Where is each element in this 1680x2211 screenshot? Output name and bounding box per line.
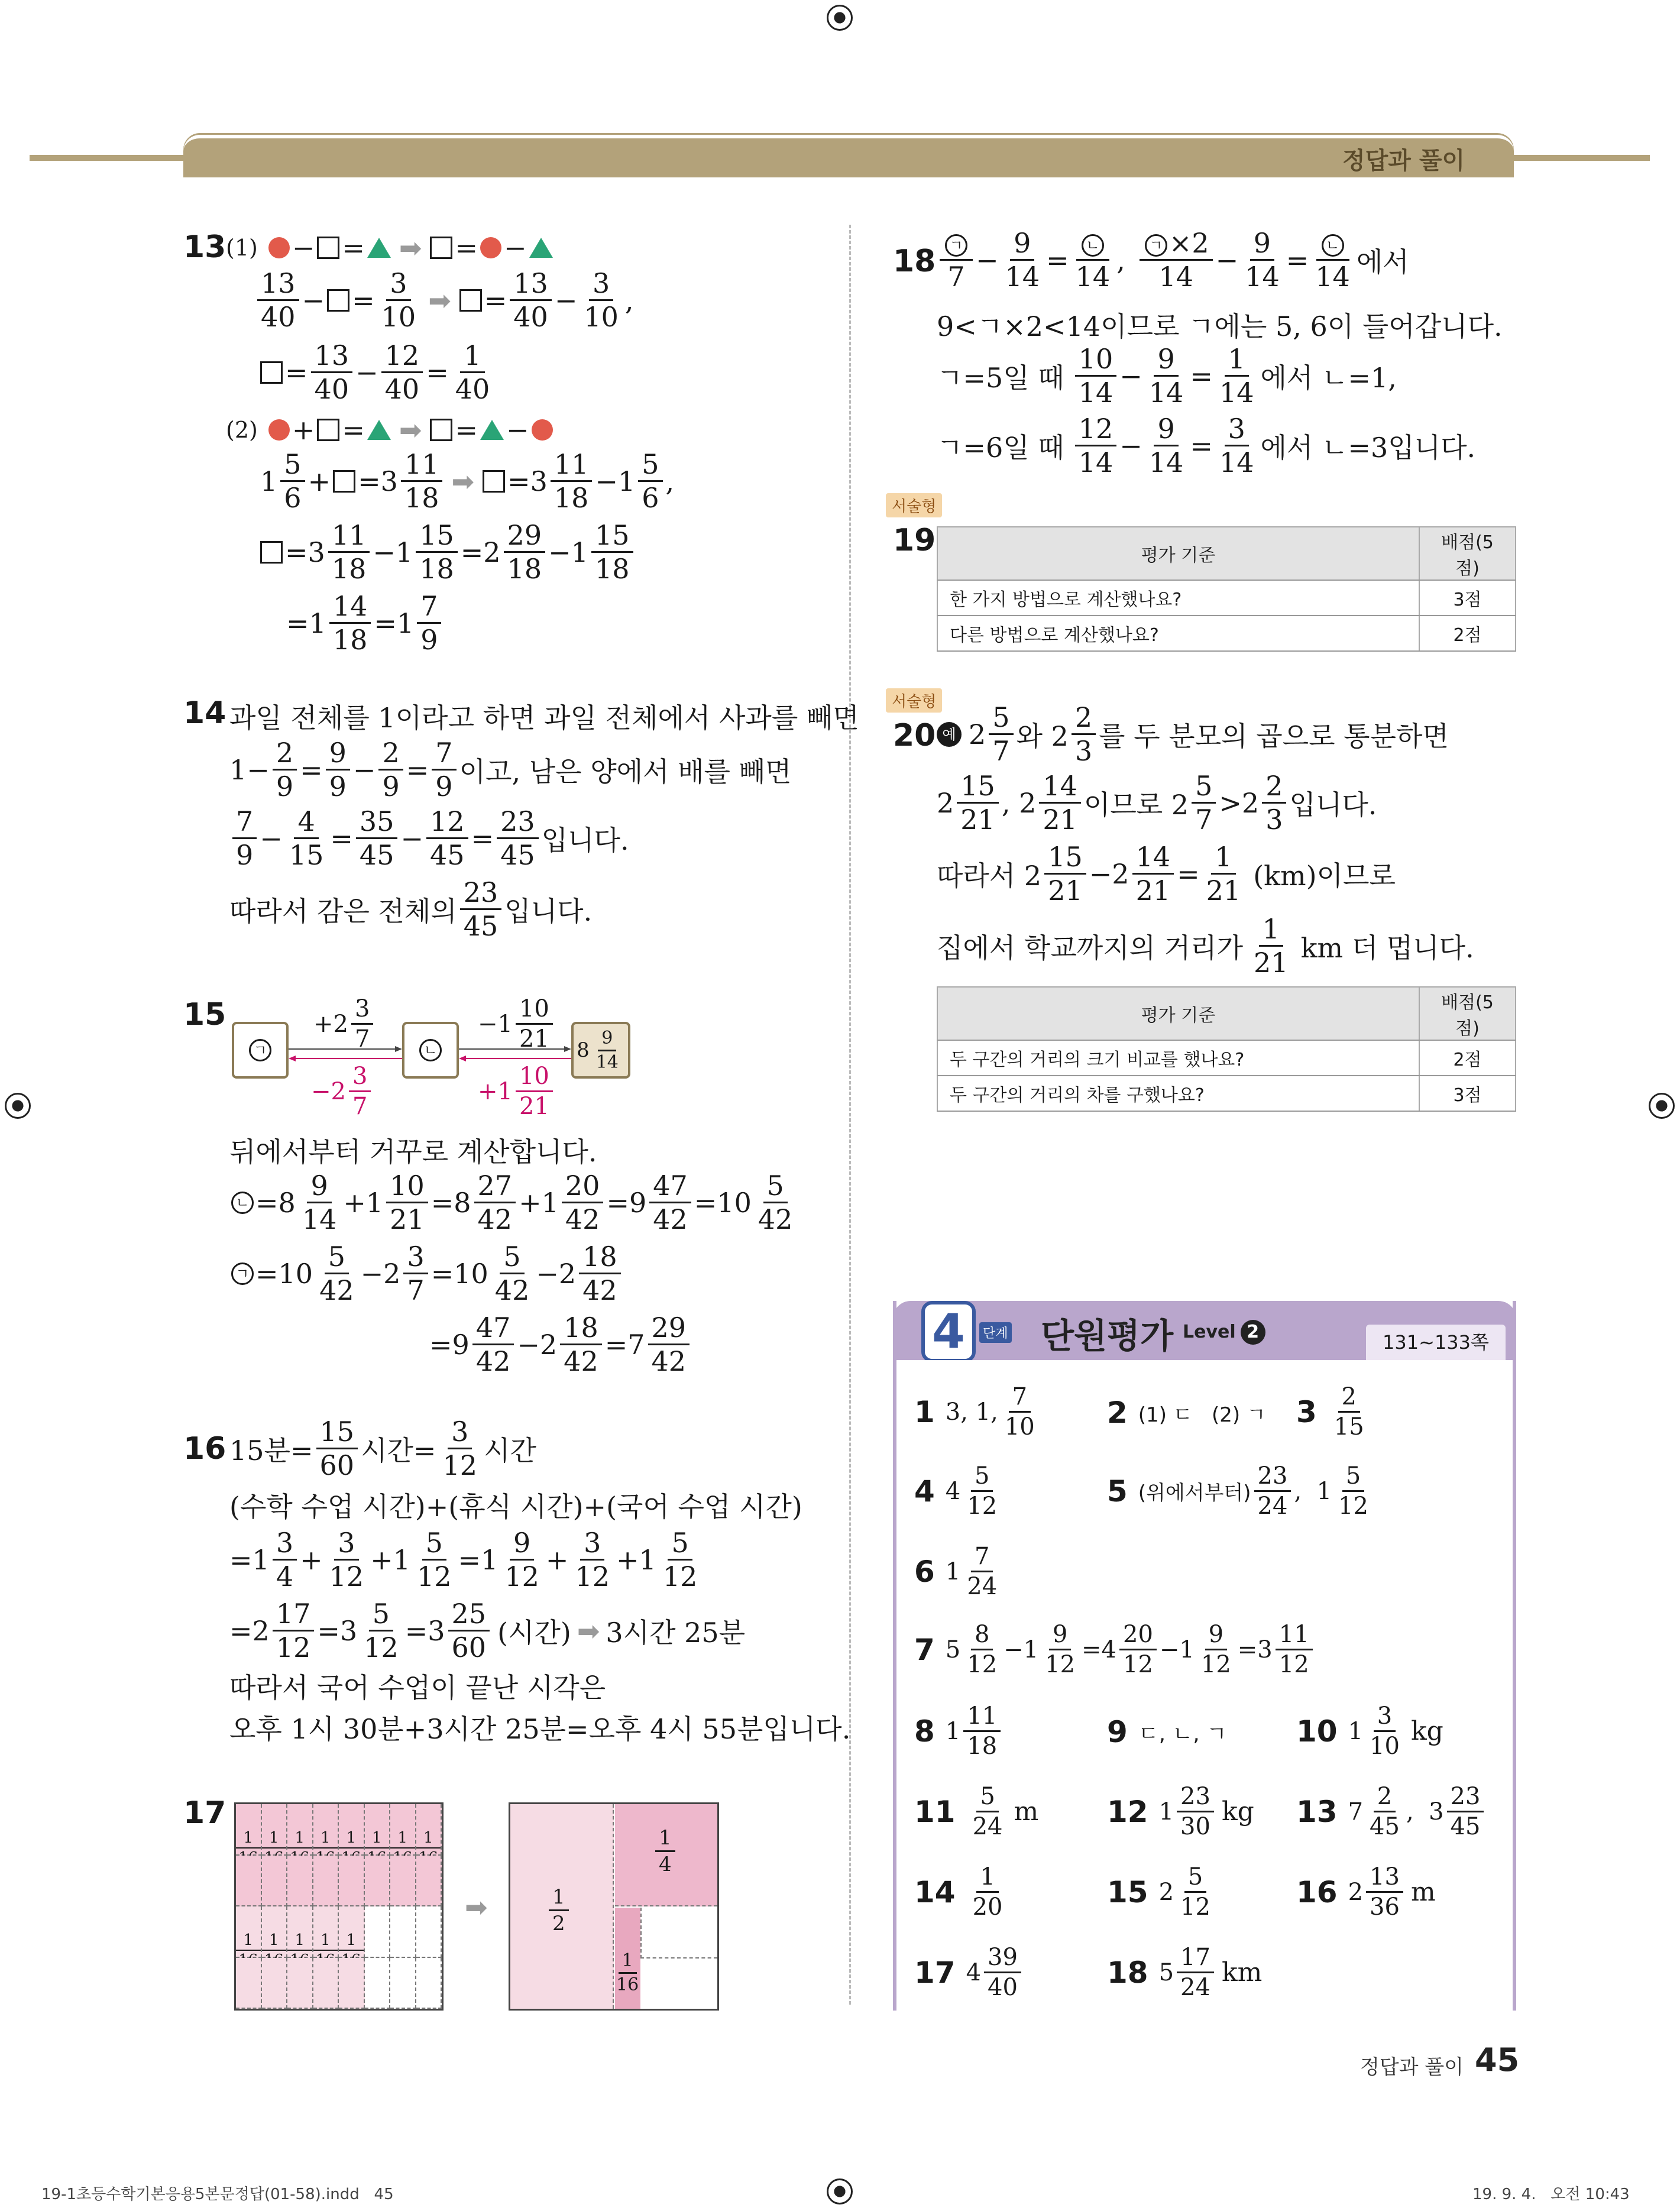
rubric-row: 다른 방법으로 계산했나요? 2점 <box>937 616 1516 651</box>
q13-line7: = 1 $\frac{14}{18}$ = 1 7 9 <box>286 593 444 653</box>
q17-grid-cell <box>339 1906 365 1958</box>
fraction: 9 9 <box>326 739 350 800</box>
fraction: 1 2 <box>549 1887 569 1934</box>
q18-line2: 9<ㄱ×2<14이므로 ㄱ에는 5, 6이 들어갑니다. <box>937 310 1503 342</box>
fraction: 23 45 <box>497 808 539 869</box>
circled-giyeok: ㄱ <box>249 1039 271 1061</box>
fraction: 10 21 <box>516 997 553 1051</box>
fraction: 7 9 <box>417 593 441 653</box>
fraction: $\frac{5}{12}$ <box>364 1598 399 1663</box>
circled-giyeok: ㄱ <box>945 234 967 257</box>
footer-date: 19. 9. 4. 오전 10:43 <box>1472 2186 1630 2203</box>
box-icon <box>430 237 452 259</box>
q20-line3: 따라서 2 15 21 −2 $\frac{14}{21}$ = $\frac{1}{21}$ (km)이므로 <box>937 841 1396 907</box>
fraction: ㄴ 14 <box>1312 229 1354 290</box>
q15-line-r2: ㄱ =10 5 42 −2 $\frac{3}{7}$ =10 5 42 −2 18 42 <box>229 1243 624 1304</box>
fraction: 3 10 <box>1370 1702 1400 1760</box>
q18-line3: ㄱ=5일 때 10 14 − 9 14 = 1 14 에서 ㄴ=1, <box>937 343 1397 409</box>
fraction: 5 42 <box>758 1170 793 1235</box>
fraction: 23 24 <box>1254 1464 1291 1518</box>
red-circle-icon <box>480 237 501 258</box>
minus: − <box>504 232 527 264</box>
fraction: 17 24 <box>1177 1945 1214 1999</box>
q14-line2: 1− $\frac{2}{9}$ = 9 9 − 2 9 = 7 9 이고, 남은 양에서 배를 빼면 <box>229 737 792 802</box>
answer-2: 2 (1) ㄷ (2) ㄱ <box>1107 1396 1266 1430</box>
q17-grid-left <box>234 1802 444 2011</box>
answer-18: 18 5 17 24 km <box>1107 1944 1263 2001</box>
minus: − <box>292 232 315 264</box>
q13-part1-label: (1) <box>226 235 258 261</box>
fraction: $\frac{1}{40}$ <box>455 339 490 405</box>
fraction: 7 10 <box>1004 1383 1035 1440</box>
fraction: $\frac{14}{18}$ <box>329 593 371 653</box>
fraction: $\frac{10}{21}$ <box>386 1172 428 1233</box>
box-icon <box>430 419 452 441</box>
fraction: $\frac{13}{40}$ <box>510 270 552 331</box>
box-icon <box>260 541 283 564</box>
fraction: 7 9 <box>432 739 456 800</box>
fraction: 47 42 <box>472 1314 514 1375</box>
footer-file: 19-1초등수학기본응용5본문정답(01-58).indd 45 <box>41 2186 394 2203</box>
answer-15: 15 2 5 12 <box>1107 1865 1217 1919</box>
q17-cell-fraction: 1 <box>365 1830 390 1866</box>
answer-11: 11 5 24 m <box>914 1783 1039 1840</box>
q13-line6: = 3 11 18 − 1 $\frac{15}{18}$ = 2 29 18 − 1 15 18 <box>258 522 636 582</box>
q16-line5: 따라서 국어 수업이 끝난 시각은 <box>229 1672 606 1704</box>
fraction: $\frac{3}{12}$ <box>442 1416 478 1481</box>
q17-grid-cell <box>262 1906 288 1958</box>
fraction: 12 14 <box>1075 415 1117 476</box>
fraction: $\frac{3}{10}$ <box>381 267 416 333</box>
q14-number: 14 <box>183 695 226 731</box>
registration-mark-left <box>5 1093 31 1119</box>
q17-cell-fraction: 1 <box>262 1830 287 1866</box>
red-circle-icon <box>268 419 290 441</box>
q17-cell-fraction: 1 <box>236 1932 261 1968</box>
unit-step-label: 단계 <box>979 1322 1012 1343</box>
fraction: 11 18 <box>551 451 593 512</box>
fraction: 3 7 <box>351 997 373 1051</box>
q13-line2: 13 40 − = $\frac{3}{10}$ ➡ = $\frac{13}{40}$ − $\frac{3}{10}$ , <box>254 270 634 331</box>
fraction: $\frac{3}{7}$ <box>403 1243 428 1304</box>
q17-grid-cell <box>339 1958 365 2009</box>
q18-line1: ㄱ 7 − 9 14 = ㄴ 14 , ㄱ ×2 14 − 9 14 = ㄴ 14 에서 <box>937 229 1409 290</box>
q17-arrow-icon: ➡ <box>465 1891 488 1923</box>
q15-bot-op1: −2 3 7 <box>311 1064 374 1118</box>
fraction: 2 9 <box>378 739 403 800</box>
level-badge: 2 <box>1241 1320 1265 1345</box>
q17-grid-cell <box>313 1958 339 2009</box>
box-icon <box>317 237 339 259</box>
q17-cell-fraction: 1 <box>236 1830 261 1866</box>
example-badge: 예 <box>937 722 962 747</box>
fraction: 23 30 <box>1177 1785 1214 1838</box>
q15-line-r3: =9 47 42 −2 $\frac{18}{42}$ =7 29 42 <box>429 1314 692 1375</box>
fraction: 1 14 <box>1219 343 1254 409</box>
fraction: 9 14 <box>1005 227 1040 293</box>
fraction: 13 40 <box>257 270 299 331</box>
q17-grid-cell <box>262 1804 288 1856</box>
answer-10: 10 1 3 10 kg <box>1296 1702 1443 1760</box>
fraction: 5 42 <box>494 1241 530 1306</box>
q16-line6: 오후 1시 30분+3시간 25분=오후 4시 55분입니다. <box>229 1713 851 1745</box>
fraction: ㄱ 7 <box>940 229 973 290</box>
fraction: 3 14 <box>1219 413 1254 478</box>
q17-cell-fraction: 1 <box>262 1932 287 1968</box>
fraction: 25 60 <box>448 1600 490 1661</box>
q16-line4: =2 $\frac{17}{12}$ =3 $\frac{5}{12}$ =3 25 60 (시간) ➡ 3시간 25분 <box>229 1598 746 1663</box>
q15-number: 15 <box>183 997 226 1032</box>
q13-line5: 1 5 6 + = 3 11 18 ➡ = 3 11 18 − 1 5 6 , <box>260 448 675 514</box>
fraction: $\frac{3}{12}$ <box>329 1527 364 1592</box>
q19-number: 19 <box>893 523 936 558</box>
fraction: $\frac{12}{40}$ <box>381 342 423 403</box>
fraction: 5 7 <box>989 704 1013 765</box>
fraction: 15 18 <box>591 522 633 582</box>
answer-7: 7 5 8 12 −1 $\frac{9}{12}$ =4 20 12 −1 $\frac{9}{12}$ =3 11 12 <box>914 1623 1316 1676</box>
arrow-icon: ➡ <box>399 232 422 264</box>
q17-grid-cell <box>287 1804 313 1856</box>
q16-number: 16 <box>183 1431 226 1467</box>
q17-grid-cell <box>236 1804 262 1856</box>
q17-grid-cell <box>390 1856 416 1907</box>
fraction: ㄴ 14 <box>1072 229 1114 290</box>
q17-grid-cell <box>287 1958 313 2009</box>
fraction: $\frac{18}{42}$ <box>560 1314 602 1375</box>
q17-grid-cell <box>390 1958 416 2009</box>
fraction: $\frac{17}{12}$ <box>273 1600 315 1661</box>
fraction: 3 7 <box>349 1064 371 1118</box>
fraction: $\frac{9}{12}$ <box>1200 1621 1231 1678</box>
q17-grid-cell <box>287 1906 313 1958</box>
fraction: 2 15 <box>1333 1383 1364 1440</box>
box-icon <box>317 419 339 441</box>
fraction: $\frac{3}{12}$ <box>575 1527 610 1592</box>
q14-line3: 7 9 − 4 15 = 35 45 − 12 45 = 23 45 입니다. <box>229 808 629 869</box>
q17-cell-fraction: 1 <box>313 1830 338 1866</box>
q20-tag: 서술형 <box>886 688 942 713</box>
q17-cell-fraction: 1 <box>287 1830 312 1866</box>
circled-nieun: ㄴ <box>231 1192 254 1214</box>
q17-number: 17 <box>183 1795 226 1831</box>
fraction: 2 45 <box>1370 1783 1400 1840</box>
answer-1: 1 3, 1, 7 10 <box>914 1385 1041 1439</box>
green-triangle-icon <box>367 238 391 258</box>
q16-line1: 15분= $\frac{15}{60}$ 시간= $\frac{3}{12}$ 시간 <box>229 1416 536 1481</box>
arrow-icon: ➡ <box>451 465 475 497</box>
fraction: $\frac{3}{10}$ <box>584 267 619 333</box>
red-circle-icon <box>532 419 553 441</box>
fraction: 11 18 <box>328 522 370 582</box>
q15-box-c: 8 9 14 <box>571 1022 630 1079</box>
registration-mark-bottom <box>827 2178 853 2204</box>
fraction: 29 42 <box>648 1314 690 1375</box>
q17-grid-cell <box>390 1804 416 1856</box>
fraction: 23 45 <box>1447 1785 1484 1838</box>
fraction: 2 3 <box>1072 704 1096 765</box>
q17-cell-fraction: 1 <box>287 1932 312 1968</box>
q17-grid-cell <box>339 1804 365 1856</box>
footer-label: 정답과 풀이 <box>1360 2055 1464 2079</box>
q17-cell-fraction: 1 <box>339 1830 364 1866</box>
green-triangle-icon <box>529 238 553 258</box>
box-icon <box>483 470 505 493</box>
q20-line2: 2 15 21 , 2 14 21 이므로 2 5 7 >2 2 3 입니다. <box>937 770 1377 836</box>
footer-page-number: 45 <box>1475 2041 1520 2079</box>
registration-mark-right <box>1649 1093 1675 1119</box>
fraction: 12 45 <box>426 808 468 869</box>
q17-grid-cell <box>365 1906 391 1958</box>
fraction: 20 12 <box>1119 1623 1157 1676</box>
q17-grid-cell <box>236 1906 262 1958</box>
q17-grid-cell <box>313 1906 339 1958</box>
fraction: $\frac{15}{60}$ <box>316 1418 358 1479</box>
q17-grid-cell <box>416 1906 442 1958</box>
unit-level: Level 2 <box>1183 1320 1265 1345</box>
rubric-row: 두 구간의 거리의 크기 비교를 했나요? 2점 <box>937 1040 1516 1076</box>
q14-line1: 과일 전체를 1이라고 하면 과일 전체에서 사과를 빼면 <box>229 702 859 734</box>
rubric-row: 한 가지 방법으로 계산했나요? 3점 <box>937 580 1516 616</box>
q17-grid-cell <box>365 1804 391 1856</box>
red-circle-icon <box>268 237 290 258</box>
q15-top-op1: +2 3 7 <box>313 997 376 1051</box>
fraction: $\frac{13}{40}$ <box>311 342 353 403</box>
q17-sixteenth-dash <box>640 1908 717 1959</box>
answer-12: 12 1 23 30 kg <box>1107 1783 1254 1840</box>
answer-4: 4 4 5 12 <box>914 1464 1004 1518</box>
fraction: 18 42 <box>579 1243 621 1304</box>
fraction: 8 12 <box>967 1621 998 1678</box>
q17-cell-fraction: 1 <box>390 1830 415 1866</box>
fraction: 9 14 <box>1245 227 1280 293</box>
q17-cell-fraction: 1 <box>339 1932 364 1968</box>
q19-tag: 서술형 <box>886 493 942 517</box>
q13-part2-label: (2) <box>226 417 258 443</box>
fraction: 13 36 <box>1366 1865 1403 1919</box>
fraction: 15 21 <box>1044 843 1086 904</box>
fraction: 11 18 <box>963 1704 1001 1758</box>
fraction: 5 12 <box>662 1527 698 1592</box>
fraction: 5 12 <box>1180 1863 1210 1921</box>
q17-grid-right <box>509 1802 719 2011</box>
fraction: 9 14 <box>1148 343 1184 409</box>
q17-grid-cell <box>262 1958 288 2009</box>
fraction: 2 3 <box>1262 772 1286 833</box>
q13-line1 <box>226 232 555 264</box>
answer-14: 14 1 20 <box>914 1865 1009 1919</box>
fraction: 11 12 <box>1276 1623 1313 1676</box>
q17-grid-cell <box>313 1804 339 1856</box>
green-triangle-icon <box>367 420 391 440</box>
q17-grid-cell <box>416 1958 442 2009</box>
fraction: 7 24 <box>967 1543 998 1600</box>
green-triangle-icon <box>480 420 504 440</box>
q17-grid-cell <box>416 1804 442 1856</box>
fraction: 1 16 <box>616 1950 639 1995</box>
q20-number: 20 <box>893 718 936 753</box>
q15-box-a <box>232 1022 289 1079</box>
fraction: 39 40 <box>984 1945 1021 1999</box>
q17-grid-cell <box>236 1958 262 2009</box>
q17-grid-cell <box>390 1906 416 1958</box>
fraction: $\frac{1}{21}$ <box>1206 841 1241 907</box>
equals: = <box>342 232 365 264</box>
q19-rubric-table <box>937 526 1516 652</box>
circled-giyeok: ㄱ <box>231 1262 254 1285</box>
q17-grid-cell <box>339 1856 365 1907</box>
q15-bot-op2: +1 10 21 <box>478 1064 556 1118</box>
registration-mark-top <box>827 5 853 31</box>
answer-6: 6 1 7 24 <box>914 1545 1004 1598</box>
fraction: 1 21 <box>1254 913 1289 979</box>
q14-line4: 따라서 감은 전체의 23 45 입니다. <box>229 876 593 942</box>
unit-pages: 131∼133쪽 <box>1366 1325 1506 1360</box>
fraction: 5 7 <box>1192 772 1216 833</box>
fraction: 7 9 <box>232 808 257 869</box>
fraction: $\frac{15}{18}$ <box>416 522 458 582</box>
unit-title: 단원평가 <box>1041 1316 1174 1356</box>
fraction: 29 18 <box>504 522 546 582</box>
circled-giyeok: ㄱ <box>1145 234 1167 257</box>
q17-grid-cell <box>365 1856 391 1907</box>
fraction: $\frac{47}{42}$ <box>649 1172 691 1233</box>
q17-grid-cell <box>262 1856 288 1907</box>
fraction: 27 42 <box>474 1172 516 1233</box>
answer-17: 17 4 39 40 <box>914 1945 1024 1999</box>
answer-8: 8 1 11 18 <box>914 1704 1004 1758</box>
answer-5: 5 (위에서부터) 23 24 , 1 5 12 <box>1107 1464 1375 1518</box>
q13-number: 13 <box>183 229 226 265</box>
q17-grid-cell <box>236 1856 262 1907</box>
fraction: 5 12 <box>967 1462 998 1520</box>
q17-grid-cell <box>416 1856 442 1907</box>
fraction: 4 15 <box>289 805 324 871</box>
fraction: 9 14 <box>1148 413 1184 478</box>
q13-line4: (2) + = ➡ = − <box>226 414 555 446</box>
arrow-icon: ➡ <box>399 414 422 446</box>
q20-line4: 집에서 학교까지의 거리가 1 21 km 더 멉니다. <box>937 913 1474 979</box>
q13-line3: = $\frac{13}{40}$ − $\frac{12}{40}$ = $\frac{1}{40}$ <box>258 342 496 403</box>
q15-top-op2: −1 10 21 <box>478 997 556 1051</box>
fraction: $\frac{9}{12}$ <box>1045 1621 1076 1678</box>
fraction: 1 4 <box>655 1828 675 1875</box>
fraction: 10 21 <box>516 1064 553 1118</box>
fraction: $\frac{5}{12}$ <box>417 1527 452 1592</box>
answer-16: 16 2 13 36 m <box>1296 1863 1436 1921</box>
fraction: 1 20 <box>972 1863 1003 1921</box>
q18-number: 18 <box>893 244 936 279</box>
answer-9: 9 ㄷ, ㄴ, ㄱ <box>1107 1715 1227 1749</box>
q17-cell-fraction: 1 <box>313 1932 338 1968</box>
equals: = <box>455 232 478 264</box>
q17-grid-cell <box>313 1856 339 1907</box>
fraction: 3 4 <box>273 1529 297 1590</box>
rubric-header: 평가 기준 배점(5점) <box>937 987 1516 1040</box>
fraction: $\frac{2}{9}$ <box>273 739 297 800</box>
fraction: 5 6 <box>638 451 662 512</box>
rubric-row: 두 구간의 거리의 차를 구했나요? 3점 <box>937 1076 1516 1111</box>
fraction: 5 24 <box>972 1783 1003 1840</box>
fraction: 14 21 <box>1039 772 1081 833</box>
fraction: 9 14 <box>302 1170 337 1235</box>
q17-grid-cell <box>287 1856 313 1907</box>
q20-line1: 예 2 5 7 와 2 2 3 를 두 분모의 곱으로 통분하면 <box>937 704 1449 765</box>
fraction: 11 18 <box>401 451 443 512</box>
fraction: 5 12 <box>1338 1462 1368 1520</box>
arrow-icon: ➡ <box>428 284 451 316</box>
answer-3: 3 2 15 <box>1296 1385 1371 1439</box>
q15-line-r1: ㄴ =8 9 14 +1 $\frac{10}{21}$ =8 27 42 +1 $\frac{20}{42}$ =9 $\frac{47}{42}$ =10 5 42 <box>229 1172 799 1233</box>
fraction: 9 12 <box>504 1527 539 1592</box>
fraction: 15 21 <box>957 772 999 833</box>
answer-13: 13 7 2 45 , 3 23 45 <box>1296 1785 1487 1838</box>
q20-rubric-table <box>937 986 1516 1112</box>
fraction: 5 6 <box>280 451 305 512</box>
fraction: 23 45 <box>460 879 502 940</box>
unit-step-badge: 4 <box>921 1301 976 1362</box>
fraction: ㄱ ×2 14 <box>1140 229 1213 290</box>
q16-line3: =1 3 4 + $\frac{3}{12}$ +1 $\frac{5}{12}$ =1 9 12 + $\frac{3}{12}$ +1 5 12 <box>229 1529 704 1590</box>
box-icon <box>459 289 482 312</box>
fraction: 35 45 <box>356 808 398 869</box>
box-icon <box>260 361 283 384</box>
box-icon <box>327 289 349 312</box>
fraction: $\frac{14}{21}$ <box>1132 843 1174 904</box>
fraction: 5 42 <box>319 1241 354 1306</box>
circled-nieun: ㄴ <box>419 1039 442 1061</box>
fraction: 9 14 <box>595 1027 619 1073</box>
fraction: 10 14 <box>1075 345 1117 406</box>
q15-text: 뒤에서부터 거꾸로 계산합니다. <box>229 1136 597 1168</box>
header-title: 정답과 풀이 <box>1342 147 1465 174</box>
q17-grid-cell <box>365 1958 391 2009</box>
circled-nieun: ㄴ <box>1322 234 1344 257</box>
q18-line4: ㄱ=6일 때 12 14 − 9 14 = 3 14 에서 ㄴ=3입니다. <box>937 413 1476 478</box>
q16-line2: (수학 수업 시간)+(휴식 시간)+(국어 수업 시간) <box>229 1491 802 1523</box>
arrow-icon: ➡ <box>577 1614 600 1647</box>
box-icon <box>333 470 355 493</box>
q17-cell-fraction: 1 <box>416 1830 441 1866</box>
rubric-header: 평가 기준 배점(5점) <box>937 527 1516 580</box>
header-tab <box>183 135 1514 177</box>
circled-nieun: ㄴ <box>1082 234 1104 257</box>
fraction: $\frac{20}{42}$ <box>562 1172 604 1233</box>
